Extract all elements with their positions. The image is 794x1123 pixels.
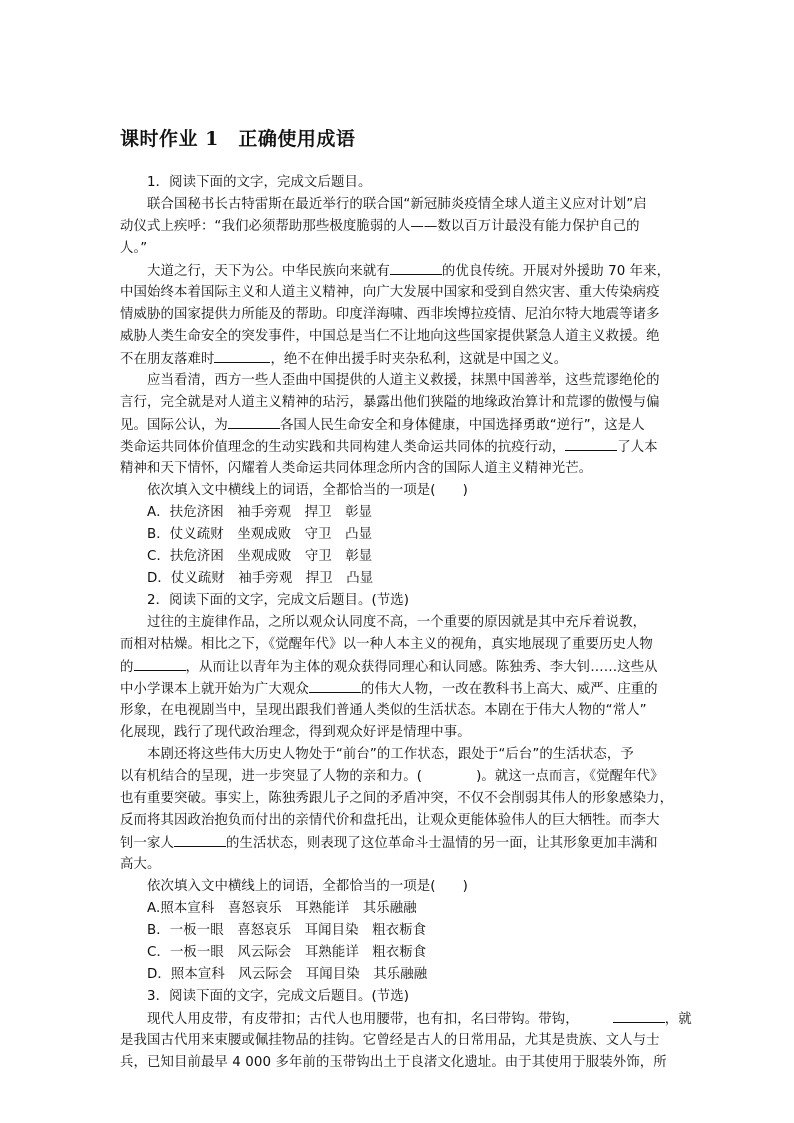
text: 各国人民生命安全和身体健康，中国选择勇敢“逆行”，这是人 <box>279 418 645 433</box>
q2-option-a[interactable]: A.照本宣科 喜怒哀乐 耳熟能详 其乐融融 <box>147 901 417 916</box>
q2-question: 依次填入文中横线上的词语，全都恰当的一项是( ) <box>147 879 468 894</box>
q2-option-d[interactable]: D．照本宣科 风云际会 耳闻目染 其乐融融 <box>147 967 428 982</box>
q1-para3-line: 言行，完全就是对人道主义精神的玷污，暴露出他们狭隘的地缘政治算计和荒谬的傲慢与偏 <box>120 395 660 410</box>
fill-blank <box>134 658 186 671</box>
q1-option-a[interactable]: A．扶危济困 袖手旁观 捍卫 彰显 <box>147 505 373 520</box>
q1-para2-line <box>120 350 680 369</box>
q1-option-d[interactable]: D．仗义疏财 袖手旁观 捍卫 凸显 <box>147 571 374 586</box>
q1-para2-line: 威胁人类生命安全的突发事件，中国总是当仁不让地向这些国家提供紧急人道主义救援。绝 <box>120 329 660 344</box>
q2-para1-line: 而相对枯燥。相比之下，《觉醒年代》以一种人本主义的视角，真实地展现了重要历史人物 <box>120 637 653 652</box>
text: 的 <box>120 660 134 675</box>
text: 大道之行，天下为公。中华民族向来就有 <box>147 264 390 279</box>
q1-para1-line: 动仪式上疾呼：“我们必须帮助那些极度脆弱的人——数以百万计最没有能力保护自己的 <box>120 219 640 234</box>
fill-blank <box>214 350 270 363</box>
q1-question: 依次填入文中横线上的词语，全都恰当的一项是( ) <box>147 483 468 498</box>
q3-para1-line <box>147 1010 692 1029</box>
text: ，绝不在伸出援手时夹杂私利，这就是中国之义。 <box>270 352 568 367</box>
text: 的优良传统。开展对外援助 70 年来， <box>441 264 671 279</box>
q2-para2-line: 反而将其因政治抱负而付出的亲情代价和盘托出，让观众更能体验伟人的巨大牺牲。而李大 <box>120 813 660 828</box>
text: 了人本 <box>617 440 658 455</box>
text: ，从而让以青年为主体的观众获得同理心和认同感。陈独秀、李大钊……这些从 <box>185 660 658 675</box>
q1-option-b[interactable]: B．仗义疏财 坐观成败 守卫 凸显 <box>147 527 373 542</box>
text: ，就 <box>664 1012 692 1027</box>
q2-para2-line: 也有重要突破。事实上，陈独秀跟儿子之间的矛盾冲突，不仅不会削弱其伟人的形象感染力， <box>120 791 674 806</box>
q2-para1-line <box>120 658 680 677</box>
q3-para1-line: 兵，已知目前最早 4 000 多年前的玉带钩出土于良渚文化遗址。由于其使用于服装外饰，所 <box>120 1055 667 1070</box>
q1-para2-line: 中国始终本着国际主义和人道主义精神，向广大发展中国家和受到自然灾害、重大传染病疫 <box>120 285 660 300</box>
q3-para1-line: 是我国古代用来束腰或佩挂物品的挂钩。它曾经是古人的日常用品，尤其是贵族、文人与士 <box>120 1033 660 1048</box>
q2-para1-line <box>120 680 680 699</box>
q2-option-c[interactable]: C．一板一眼 风云际会 耳熟能详 粗衣粝食 <box>147 945 427 960</box>
text: 见。国际公认，为 <box>120 418 228 433</box>
text: 不在朋友落难时 <box>120 352 215 367</box>
q2-header: 2．阅读下面的文字，完成文后题目。(节选) <box>147 593 410 608</box>
q2-para2-line <box>120 834 680 853</box>
q2-para1-line: 过往的主旋律作品，之所以观众认同度不高，一个重要的原因就是其中充斥着说教， <box>147 615 647 630</box>
q1-para2-line <box>147 262 680 281</box>
text: 现代人用皮带，有皮带扣；古代人也用腰带，也有扣，名曰带钩。带钩， <box>147 1012 579 1027</box>
q1-para1-line: 人。” <box>120 241 148 256</box>
q1-para3-line: 应当看清，西方一些人歪曲中国提供的人道主义救援，抹黑中国善举，这些荒谬绝伦的 <box>147 373 660 388</box>
q3-header: 3．阅读下面的文字，完成文后题目。(节选) <box>147 989 410 1004</box>
text: 类命运共同体价值理念的生动实践和共同构建人类命运共同体的抗疫行动， <box>120 440 566 455</box>
q1-para2-line: 情威胁的国家提供力所能及的帮助。印度洋海啸、西非埃博拉疫情、尼泊尔特大地震等诸多 <box>120 307 660 322</box>
q2-para1-line: 化展现，践行了现代政治理念，得到观众好评是情理中事。 <box>120 725 471 740</box>
fill-blank <box>228 416 280 429</box>
q2-para2-line: 以有机结合的呈现，进一步突显了人物的亲和力。( )。就这一点而言，《觉醒年代》 <box>120 769 664 784</box>
q1-para3-line <box>120 438 680 457</box>
fill-blank <box>565 438 617 451</box>
text: 中小学课本上就开始为广大观众 <box>120 682 309 697</box>
q1-para3-line: 精神和天下情怀，闪耀着人类命运共同体理念所内含的国际人道主义精神光芒。 <box>120 461 593 476</box>
page-title: 课时作业 1 正确使用成语 <box>120 128 356 150</box>
fill-blank <box>174 834 226 847</box>
q1-para3-line <box>120 416 680 435</box>
q2-para1-line: 形象，在电视剧当中，呈现出跟我们普通人类似的生活状态。本剧在于伟大人物的“常人” <box>120 703 647 718</box>
q1-option-c[interactable]: C．扶危济困 坐观成败 守卫 彰显 <box>147 549 373 564</box>
q1-header: 1．阅读下面的文字，完成文后题目。 <box>147 175 372 190</box>
fill-blank <box>390 262 442 275</box>
q2-option-b[interactable]: B．一板一眼 喜怒哀乐 耳闻目染 粗衣粝食 <box>147 923 427 938</box>
q2-para2-line: 本剧还将这些伟大历史人物处于“前台”的工作状态，跟处于“后台”的生活状态，予 <box>147 747 634 762</box>
text: 钊一家人 <box>120 836 174 851</box>
q2-para2-line: 高大。 <box>120 857 161 872</box>
fill-blank <box>309 680 361 693</box>
text: 的伟大人物，一改在教科书上高大、威严、庄重的 <box>360 682 658 697</box>
q1-para1-line: 联合国秘书长古特雷斯在最近举行的联合国“新冠肺炎疫情全球人道主义应对计划”启 <box>147 197 647 212</box>
fill-blank <box>613 1010 665 1023</box>
text: 的生活状态，则表现了这位革命斗士温情的另一面，让其形象更加丰满和 <box>225 836 658 851</box>
